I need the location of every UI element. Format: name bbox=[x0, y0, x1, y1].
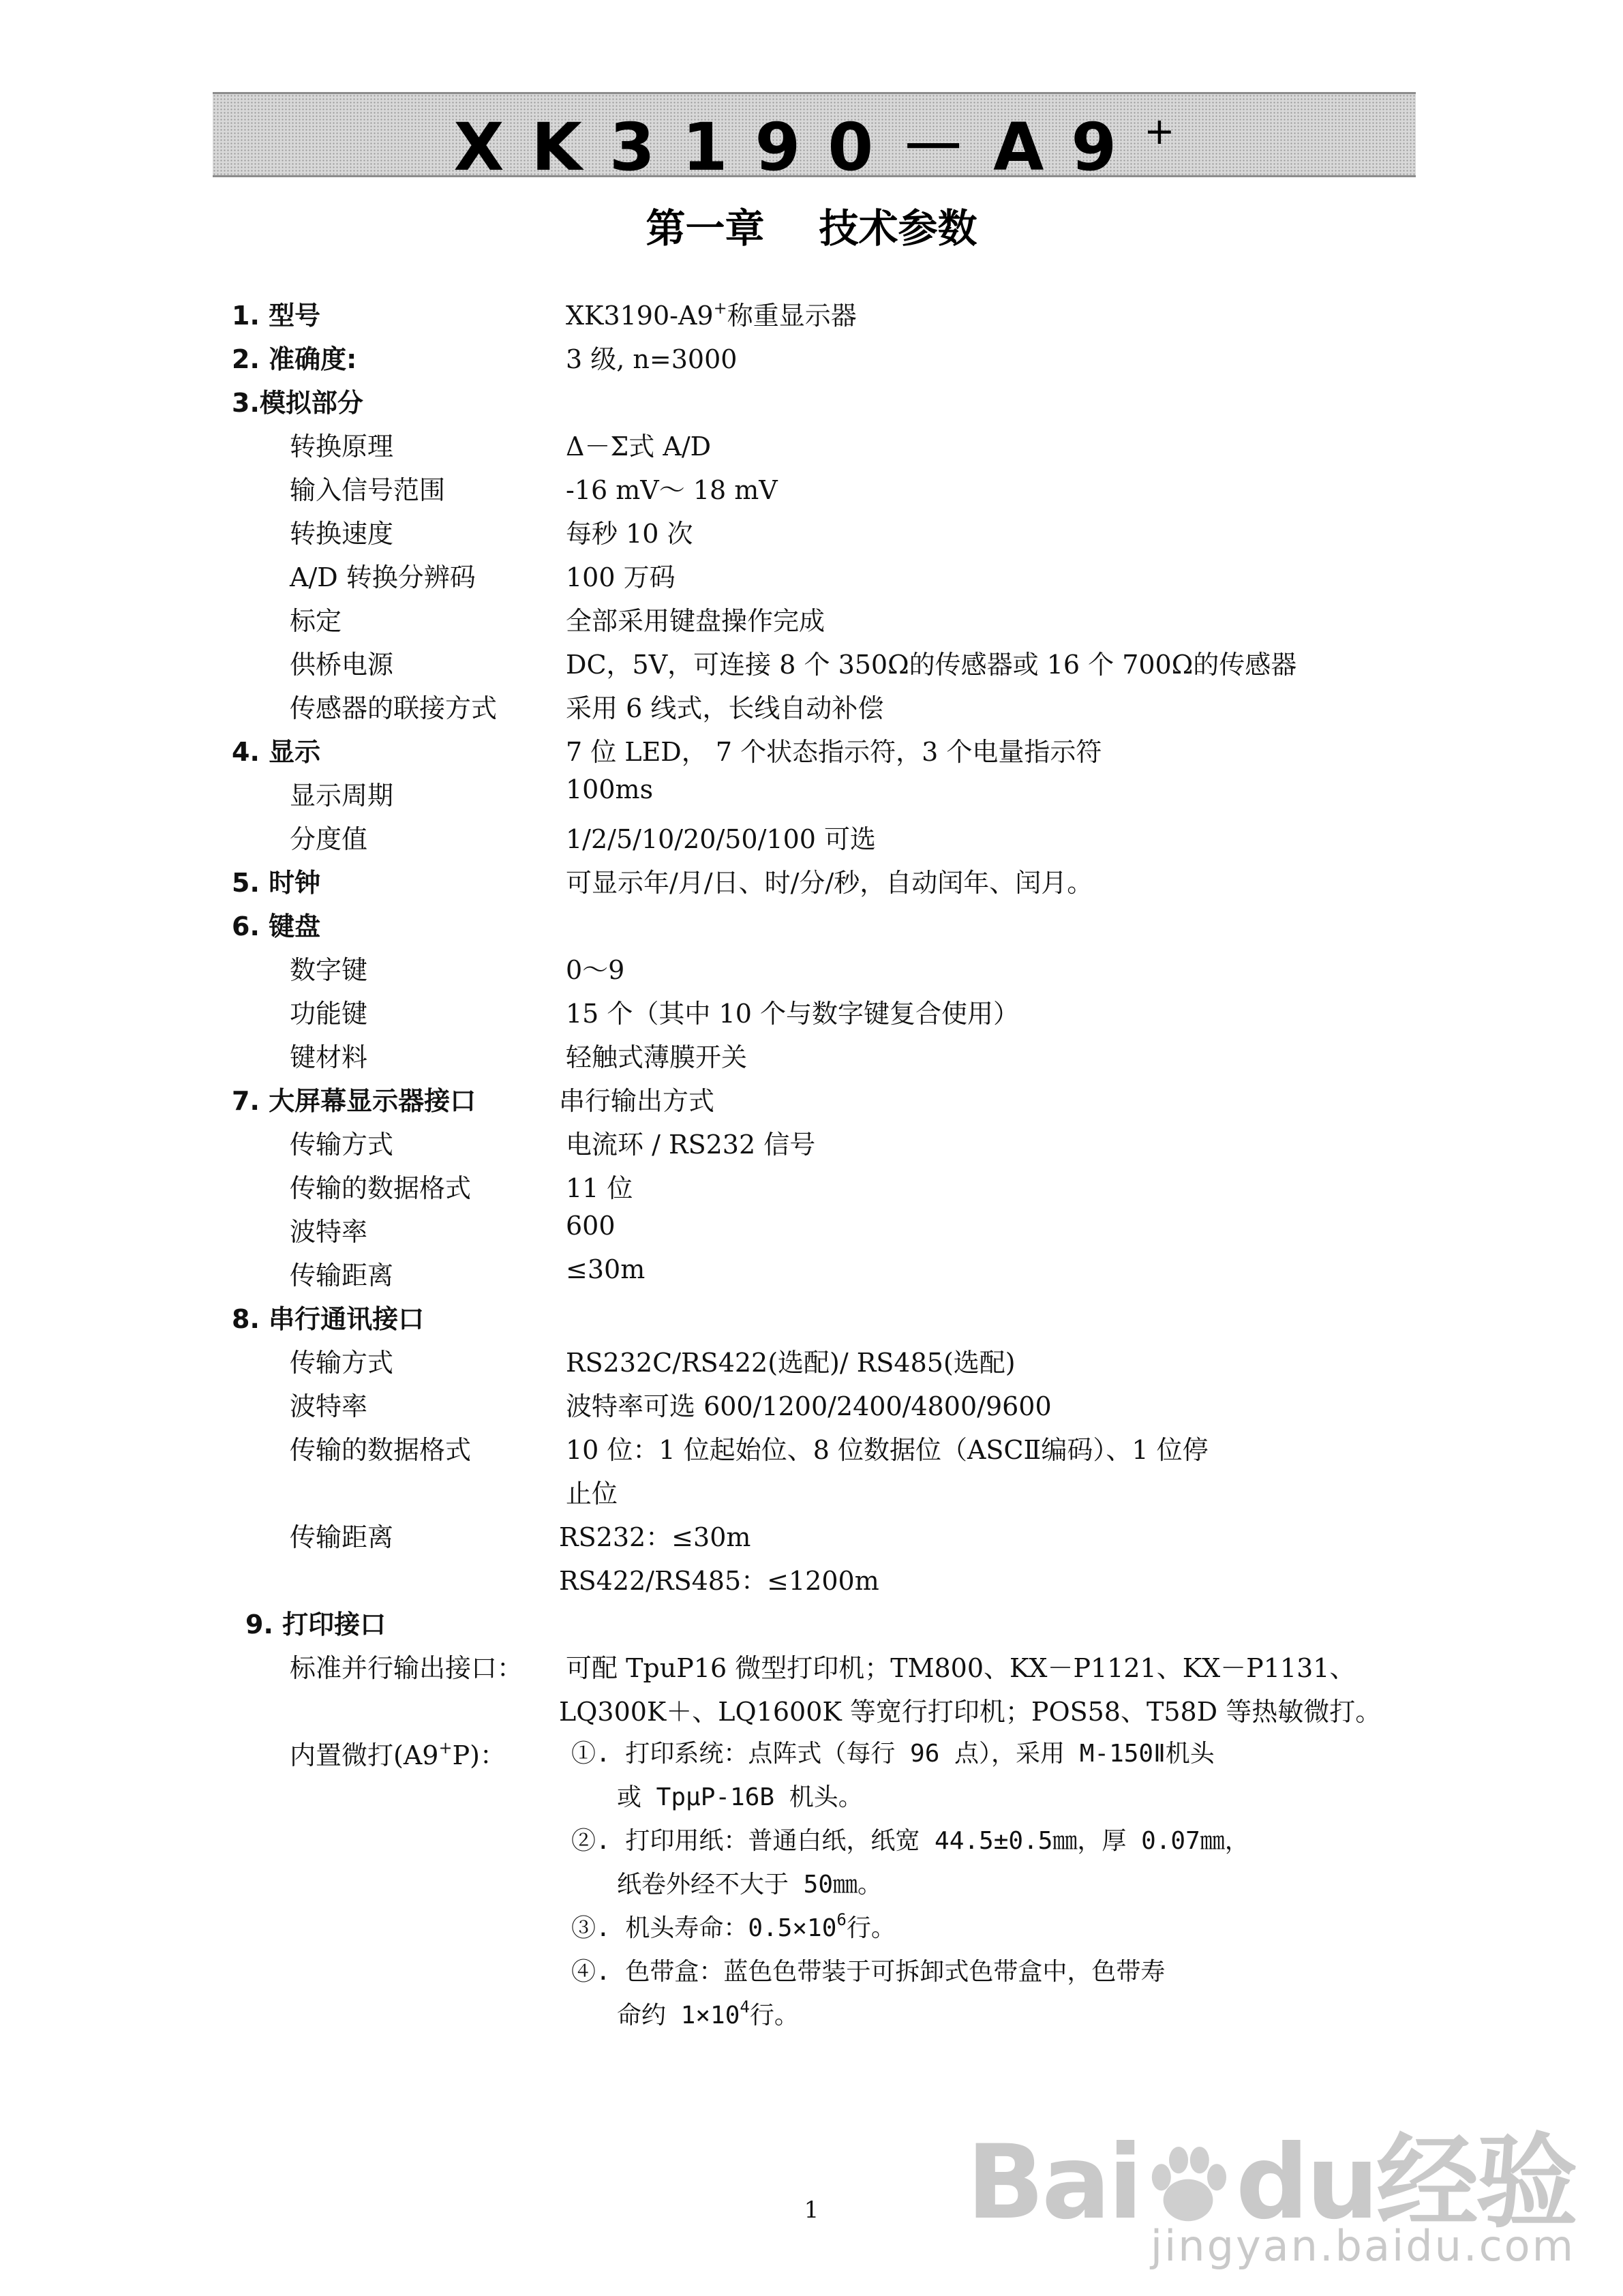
spec-row bbox=[0, 338, 1623, 372]
spec-value: 轻触式薄膜开关 bbox=[566, 1042, 748, 1072]
spec-label: 键材料 bbox=[290, 1042, 368, 1072]
spec-label: 传输的数据格式 bbox=[290, 1435, 472, 1465]
spec-label: 输入信号范围 bbox=[290, 475, 446, 505]
watermark-url: jingyan.baidu.com bbox=[1150, 2221, 1575, 2271]
spec-label: 数字键 bbox=[290, 955, 368, 985]
spec-row bbox=[0, 1167, 1623, 1201]
spec-row bbox=[0, 949, 1623, 983]
spec-value: 全部采用键盘操作完成 bbox=[566, 606, 825, 636]
spec-row bbox=[0, 513, 1623, 547]
spec-row bbox=[0, 862, 1623, 896]
spec-label: 标准并行输出接口： bbox=[290, 1653, 524, 1683]
section-label: 4. 显示 bbox=[232, 737, 321, 767]
section-label: 8. 串行通讯接口 bbox=[232, 1304, 425, 1334]
spec-value: 15 个（其中 10 个与数字键复合使用） bbox=[566, 999, 1019, 1029]
spec-value: LQ300K＋、LQ1600K 等宽行打印机；POS58、T58D 等热敏微打。 bbox=[559, 1697, 1382, 1727]
spec-row bbox=[0, 1909, 1623, 1943]
printer-spec-item: 命约 $1\times 10^4$行。 bbox=[617, 1997, 799, 2029]
spec-value: 电流环 / RS232 信号 bbox=[566, 1130, 816, 1160]
spec-value: 7 位 LED， 7 个状态指示符，3 个电量指示符 bbox=[566, 737, 1102, 767]
spec-value: 1/2/5/10/20/50/100 可选 bbox=[566, 824, 877, 854]
spec-row-continued bbox=[0, 1472, 1623, 1507]
spec-label: 波特率 bbox=[290, 1217, 368, 1247]
printer-spec-item: ①. 打印系统：点阵式（每行 96 点），采用 M-150Ⅱ机头 bbox=[571, 1740, 1215, 1768]
printer-spec-item: 纸卷外经不大于 50㎜。 bbox=[617, 1871, 883, 1899]
spec-value: 串行输出方式 bbox=[559, 1086, 715, 1116]
spec-label: 内置微打(A9+P)： bbox=[290, 1738, 506, 1770]
spec-row-continued bbox=[0, 1778, 1623, 1812]
spec-row bbox=[0, 687, 1623, 721]
spec-row bbox=[0, 1123, 1623, 1158]
spec-value: 3 级, n=3000 bbox=[566, 344, 738, 374]
spec-row bbox=[0, 1036, 1623, 1070]
spec-row bbox=[0, 425, 1623, 462]
spec-label: A/D 转换分辨码 bbox=[290, 562, 476, 592]
spec-row-continued bbox=[0, 1865, 1623, 1899]
spec-row bbox=[0, 1822, 1623, 1856]
spec-value: 可显示年/月/日、时/分/秒，自动闰年、闰月。 bbox=[566, 868, 1093, 898]
spec-label: 标定 bbox=[290, 606, 342, 636]
page-number: 1 bbox=[804, 2196, 819, 2224]
spec-row-continued bbox=[0, 1691, 1623, 1725]
spec-label: 转换原理 bbox=[290, 432, 394, 462]
spec-value: 波特率可选 600/1200/2400/4800/9600 bbox=[566, 1391, 1052, 1421]
spec-row bbox=[0, 774, 1623, 809]
spec-label: 转换速度 bbox=[290, 519, 394, 549]
spec-row bbox=[0, 600, 1623, 634]
section-label: 9. 打印接口 bbox=[245, 1610, 386, 1640]
spec-label: 功能键 bbox=[290, 999, 368, 1029]
spec-row bbox=[0, 1647, 1623, 1681]
spec-row bbox=[0, 1342, 1623, 1376]
spec-label: 显示周期 bbox=[290, 781, 394, 811]
watermark-logo: Bai du经验 bbox=[966, 2124, 1575, 2242]
spec-value: 可配 TpuP16 微型打印机；TM800、KX－P1121、KX－P1131、 bbox=[566, 1653, 1356, 1683]
spec-value: 11 位 bbox=[566, 1173, 633, 1203]
spec-label: 分度值 bbox=[290, 824, 368, 854]
section-label: 2. 准确度: bbox=[232, 344, 357, 374]
printer-spec-item: ②. 打印用纸：普通白纸，纸宽 44.5±0.5㎜，厚 0.07㎜， bbox=[571, 1827, 1249, 1855]
spec-row bbox=[0, 294, 1623, 329]
baidu-watermark bbox=[966, 2100, 1575, 2271]
section-heading bbox=[0, 905, 1623, 939]
spec-value: 0～9 bbox=[566, 955, 625, 985]
spec-row bbox=[0, 1429, 1623, 1463]
spec-label: 传输距离 bbox=[290, 1522, 394, 1552]
section-label: 5. 时钟 bbox=[232, 868, 321, 898]
spec-value: 100 万码 bbox=[566, 562, 676, 592]
printer-spec-item: ③. 机头寿命：$0.5\times 10^6$行。 bbox=[571, 1910, 896, 1942]
printer-spec-item: 或 TpμP-16B 机头。 bbox=[617, 1783, 863, 1811]
spec-label: 传输的数据格式 bbox=[290, 1173, 472, 1203]
title-banner bbox=[213, 92, 1416, 185]
spec-row bbox=[0, 818, 1623, 852]
spec-row bbox=[0, 1211, 1623, 1245]
section-label: 3.模拟部分 bbox=[232, 388, 363, 418]
spec-row-continued bbox=[0, 1996, 1623, 2030]
spec-value: -16 mV～ 18 mV bbox=[566, 475, 778, 505]
spec-value: RS422/RS485：≤1200m bbox=[559, 1566, 879, 1596]
section-heading bbox=[0, 1603, 1623, 1640]
spec-row bbox=[0, 1080, 1623, 1114]
spec-value: Δ－Σ式 A/D bbox=[566, 432, 712, 462]
spec-label: 传输方式 bbox=[290, 1130, 394, 1160]
spec-row bbox=[0, 731, 1623, 765]
spec-row bbox=[0, 644, 1623, 678]
section-heading bbox=[0, 1298, 1623, 1332]
spec-value: DC，5V，可连接 8 个 350Ω的传感器或 16 个 700Ω的传感器 bbox=[566, 650, 1297, 680]
product-title: XK3190－A9+ bbox=[453, 109, 1175, 185]
section-label: 7. 大屏幕显示器接口 bbox=[232, 1086, 476, 1116]
spec-row bbox=[0, 1734, 1623, 1768]
section-heading bbox=[0, 382, 1623, 416]
printer-spec-item: ④. 色带盒：蓝色色带装于可拆卸式色带盒中，色带寿 bbox=[571, 1958, 1166, 1986]
spec-row-continued bbox=[0, 1560, 1623, 1594]
spec-row bbox=[0, 1952, 1623, 1987]
spec-value: 采用 6 线式，长线自动补偿 bbox=[566, 693, 884, 723]
spec-label: 传输距离 bbox=[290, 1260, 394, 1290]
spec-row bbox=[0, 993, 1623, 1027]
chapter-heading bbox=[0, 196, 1623, 254]
paw-icon bbox=[1140, 2137, 1236, 2233]
spec-value: 每秒 10 次 bbox=[566, 519, 693, 549]
spec-label: 传感器的联接方式 bbox=[290, 693, 498, 723]
spec-value: ≤30m bbox=[566, 1254, 646, 1284]
spec-label: 传输方式 bbox=[290, 1348, 394, 1378]
spec-value: 600 bbox=[566, 1211, 616, 1241]
section-label: 1. 型号 bbox=[232, 301, 321, 331]
spec-value: RS232C/RS422(选配)/ RS485(选配) bbox=[566, 1348, 1016, 1378]
spec-label: 供桥电源 bbox=[290, 650, 394, 680]
spec-row bbox=[0, 1254, 1623, 1288]
spec-value: RS232：≤30m bbox=[559, 1522, 751, 1552]
chapter-title: 技术参数 bbox=[819, 205, 977, 252]
spec-value: 100ms bbox=[566, 774, 654, 804]
section-label: 6. 键盘 bbox=[232, 911, 321, 941]
spec-value: 10 位：1 位起始位、8 位数据位（ASCⅡ编码）、1 位停 bbox=[566, 1435, 1209, 1465]
spec-row bbox=[0, 1516, 1623, 1550]
chapter-number: 第一章 bbox=[646, 205, 765, 252]
spec-row bbox=[0, 1385, 1623, 1419]
spec-value: 止位 bbox=[566, 1479, 618, 1509]
spec-label: 波特率 bbox=[290, 1391, 368, 1421]
spec-row bbox=[0, 469, 1623, 503]
spec-value: XK3190-A9+称重显示器 bbox=[566, 299, 857, 331]
spec-row bbox=[0, 556, 1623, 590]
